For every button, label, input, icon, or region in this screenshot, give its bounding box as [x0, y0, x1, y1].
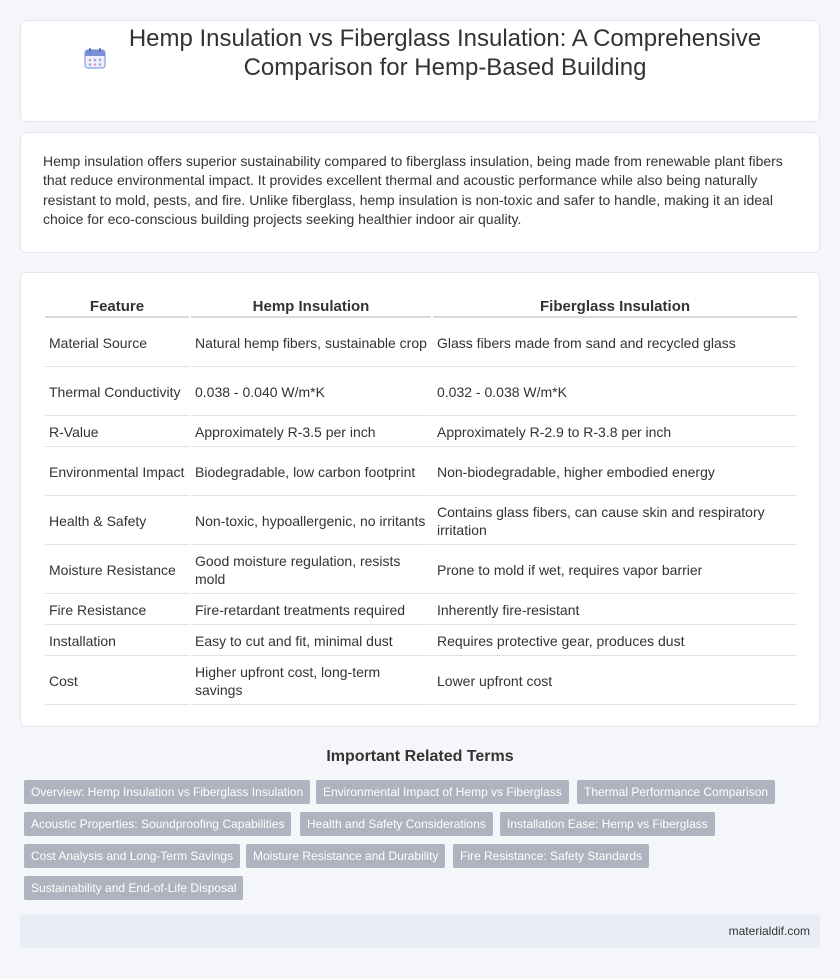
row-hemp-value: Higher upfront cost, long-term savings: [191, 657, 431, 705]
table-row: [45, 546, 797, 594]
row-feature: Fire Resistance: [45, 595, 189, 625]
related-tag-fire-resistance[interactable]: Fire Resistance: Safety Standards: [453, 844, 649, 868]
row-hemp-value: Natural hemp fibers, sustainable crop: [191, 319, 431, 367]
row-hemp-value: Non-toxic, hypoallergenic, no irritants: [191, 497, 431, 545]
table-row: [45, 417, 797, 447]
row-fiberglass-value: Approximately R-2.9 to R-3.8 per inch: [433, 417, 797, 447]
footer: [20, 914, 820, 948]
row-feature: Environmental Impact: [45, 448, 189, 496]
row-hemp-value: Fire-retardant treatments required: [191, 595, 431, 625]
related-tag-cost-analysis[interactable]: Cost Analysis and Long-Term Savings: [24, 844, 240, 868]
page-title: Hemp Insulation vs Fiberglass Insulation: A Comprehensive Comparison for Hemp-Based Building: [128, 25, 762, 81]
row-hemp-value: Easy to cut and fit, minimal dust: [191, 626, 431, 656]
row-hemp-value: Biodegradable, low carbon footprint: [191, 448, 431, 496]
row-feature: Health & Safety: [45, 497, 189, 545]
row-hemp-value: Good moisture regulation, resists mold: [191, 546, 431, 594]
row-feature: Material Source: [45, 319, 189, 367]
table-row: [45, 497, 797, 545]
row-fiberglass-value: Non-biodegradable, higher embodied energy: [433, 448, 797, 496]
row-feature: Cost: [45, 657, 189, 705]
related-terms-title: Important Related Terms: [326, 748, 514, 765]
table-row: [45, 626, 797, 656]
table-row: [45, 319, 797, 367]
header-feature: Feature: [45, 297, 189, 318]
footer-site-link[interactable]: materialdif.com: [728, 924, 810, 938]
table-row: [45, 595, 797, 625]
row-fiberglass-value: Inherently fire-resistant: [433, 595, 797, 625]
row-fiberglass-value: Requires protective gear, produces dust: [433, 626, 797, 656]
row-hemp-value: Approximately R-3.5 per inch: [191, 417, 431, 447]
row-hemp-value: 0.038 - 0.040 W/m*K: [191, 368, 431, 416]
intro-paragraph: Hemp insulation offers superior sustainability compared to fiberglass insulation, being made from renewable plant fibers that reduce environmental impact. It provides excellent thermal and acoustic performance while also being naturally resistant to mold, pests, and fire. Unlike fiberglass, hemp insulation is non-toxic and safer to handle, making it an ideal choice for eco-conscious building projects seeking healthier indoor air quality.: [43, 153, 783, 228]
calendar-icon: [83, 46, 107, 70]
row-fiberglass-value: Contains glass fibers, can cause skin and respiratory irritation: [433, 497, 797, 545]
row-fiberglass-value: Prone to mold if wet, requires vapor barrier: [433, 546, 797, 594]
row-fiberglass-value: Lower upfront cost: [433, 657, 797, 705]
row-feature: Thermal Conductivity: [45, 368, 189, 416]
comparison-table: [43, 296, 799, 706]
related-tag-installation-ease[interactable]: Installation Ease: Hemp vs Fiberglass: [500, 812, 715, 836]
row-fiberglass-value: 0.032 - 0.038 W/m*K: [433, 368, 797, 416]
related-tag-moisture-resistance[interactable]: Moisture Resistance and Durability: [246, 844, 445, 868]
related-tag-thermal-performance[interactable]: Thermal Performance Comparison: [577, 780, 775, 804]
row-fiberglass-value: Glass fibers made from sand and recycled glass: [433, 319, 797, 367]
related-tag-acoustic-properties[interactable]: Acoustic Properties: Soundproofing Capabilities: [24, 812, 291, 836]
row-feature: Installation: [45, 626, 189, 656]
table-row: [45, 448, 797, 496]
comparison-card: [20, 272, 820, 727]
header-hemp: Hemp Insulation: [191, 297, 431, 318]
table-row: [45, 657, 797, 705]
header-fiberglass: Fiberglass Insulation: [433, 297, 797, 318]
related-tag-overview[interactable]: Overview: Hemp Insulation vs Fiberglass Insulation: [24, 780, 310, 804]
row-feature: R-Value: [45, 417, 189, 447]
row-feature: Moisture Resistance: [45, 546, 189, 594]
related-tag-health-safety[interactable]: Health and Safety Considerations: [300, 812, 493, 836]
related-tag-environmental-impact[interactable]: Environmental Impact of Hemp vs Fiberglass: [316, 780, 569, 804]
table-row: [45, 368, 797, 416]
related-tag-sustainability[interactable]: Sustainability and End-of-Life Disposal: [24, 876, 243, 900]
intro-card: [20, 132, 820, 253]
table-header-row: [45, 297, 797, 318]
